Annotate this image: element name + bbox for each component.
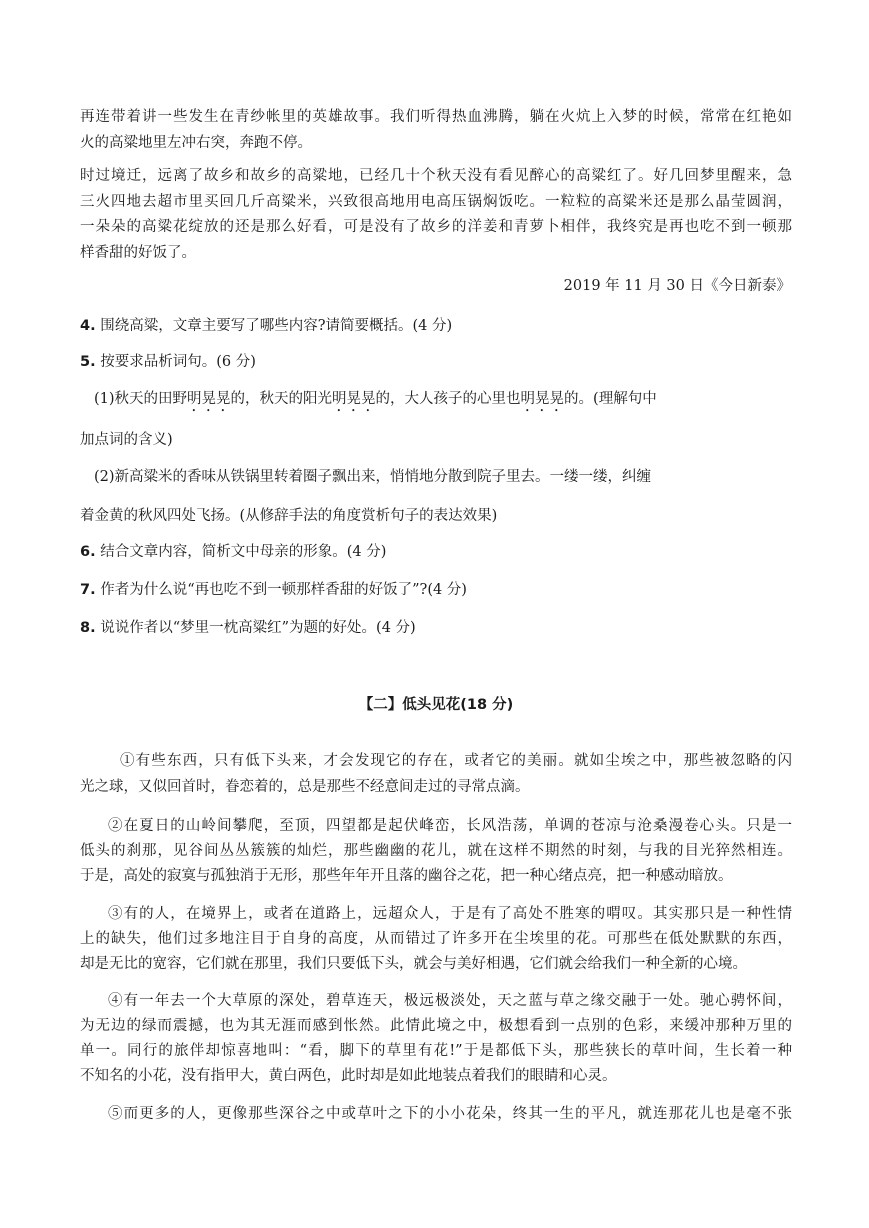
s2-para4-line2: 为无边的绿而震撼，也为其无涯而感到怅然。此情此境之中，极想看到一点别的色彩，来缓冲那种万里的 [80, 1018, 792, 1034]
s2-para1-line1: ①有些东西，只有低下头来，才会发现它的存在，或者它的美丽。就如尘埃之中，那些被忽略的闪 [120, 753, 792, 769]
question-4-number: 4. [80, 318, 96, 334]
s2-para4-line4: 不知名的小花，没有指甲大，黄白两色，此时却是如此地装点着我们的眼睛和心灵。 [80, 1068, 617, 1084]
q5-1-part-d: 的。(理解句中 [564, 391, 657, 407]
question-5-2-line2: 着金黄的秋风四处飞扬。(从修辞手法的角度赏析句子的表达效果) [80, 508, 498, 524]
q5-1-part-b: 的，秋天的阳光 [230, 391, 333, 407]
q5-1-dotted-word-3: 明晃晃 [520, 391, 565, 407]
question-5-number: 5. [80, 354, 96, 370]
question-5-text: 按要求品析词句。(6 分) [100, 354, 256, 370]
section-2-title: 【二】低头见花(18 分) [358, 697, 514, 713]
question-7-text: 作者为什么说“再也吃不到一顿那样香甜的好饭了”?(4 分) [100, 582, 467, 598]
s2-para3-line1: ③有的人，在境界上，或者在道路上，远超众人，于是有了高处不胜寒的喟叹。其实那只是一种性情 [108, 906, 792, 922]
question-8 [80, 618, 792, 639]
question-5-1-line1 [94, 389, 792, 415]
question-8-number: 8. [80, 620, 96, 636]
question-6-number: 6. [80, 544, 96, 560]
question-7-number: 7. [80, 582, 96, 598]
s2-para1-line2: 光之球，又似回首时，眷恋着的，总是那些不经意间走过的寻常点滴。 [80, 779, 530, 795]
q5-1-part-a: (1)秋天的田野 [94, 391, 188, 407]
question-7 [80, 580, 792, 601]
question-5-2-line1: (2)新高粱米的香味从铁锅里转着圈子飘出来，悄悄地分散到院子里去。一缕一缕，纠缠 [94, 469, 652, 485]
question-5 [80, 352, 792, 373]
passage1-p2-line2: 三火四地去超市里买回几斤高粱米，兴致很高地用电高压锅焖饭吃。一粒粒的高粱米还是那么晶莹圆润， [80, 194, 792, 210]
s2-para4-line3: 单一。同行的旅伴却惊喜地叫：“看，脚下的草里有花!”于是都低下头，那些狭长的草叶间，生长着一种 [80, 1043, 792, 1059]
passage1-p2-line1: 时过境迁，远离了故乡和故乡的高粱地，已经几十个秋天没有看见醉心的高粱红了。好几回梦里醒来，急 [80, 168, 792, 184]
passage1-p2-line4: 样香甜的好饭了。 [80, 245, 196, 261]
s2-para5-line1: ⑤而更多的人，更像那些深谷之中或草叶之下的小小花朵，终其一生的平凡，就连那花儿也是毫不张 [108, 1106, 792, 1122]
question-6 [80, 542, 792, 563]
s2-para3-line3: 却是无比的宽容，它们就在那里，我们只要低下头，就会与美好相遇，它们就会给我们一种全新的心境。 [80, 956, 747, 972]
question-6-text: 结合文章内容，简析文中母亲的形象。(4 分) [100, 544, 387, 560]
question-4-text: 围绕高粱，文章主要写了哪些内容?请简要概括。(4 分) [100, 318, 453, 334]
s2-para2-line1: ②在夏日的山岭间攀爬，至顶，四望都是起伏峰峦，长风浩荡，单调的苍凉与沧桑漫卷心头。只是一 [108, 818, 792, 834]
s2-para3-line2: 上的缺失，他们过多地注目于自身的高度，从而错过了许多开在尘埃里的花。可那些在低处默默的东西， [80, 931, 792, 947]
question-5-1-line2: 加点词的含义) [80, 432, 173, 448]
q5-1-dotted-word-2: 明晃晃 [332, 391, 376, 407]
s2-para4-line1: ④有一年去一个大草原的深处，碧草连天，极远极淡处，天之蓝与草之缘交融于一处。驰心骋怀间， [108, 993, 792, 1009]
question-8-text: 说说作者以“梦里一枕高粱红”为题的好处。(4 分) [100, 620, 416, 636]
q5-1-part-c: 的，大人孩子的心里也 [375, 391, 521, 407]
source-citation: 2019 年 11 月 30 日《今日新泰》 [563, 278, 791, 294]
passage1-p2-line3: 一朵朵的高粱花绽放的还是那么好看，可是没有了故乡的洋姜和青萝卜相伴，我终究是再也吃不到一顿那 [80, 219, 792, 235]
s2-para2-line3: 于是，高处的寂寞与孤独消于无形，那些年年开且落的幽谷之花，把一种心绪点亮，把一种感动暗放。 [80, 868, 733, 884]
passage1-p1-line1: 再连带着讲一些发生在青纱帐里的英雄故事。我们听得热血沸腾，躺在火炕上入梦的时候，常常在红艳如 [80, 109, 792, 125]
question-4 [80, 316, 792, 337]
passage1-p1-line2: 火的高粱地里左冲右突，奔跑不停。 [80, 135, 312, 151]
q5-1-dotted-word-1: 明晃晃 [187, 391, 231, 407]
s2-para2-line2: 低头的刹那，见谷间丛丛簇簇的灿烂，那些幽幽的花儿，就在这样不期然的时刻，与我的目光猝然相连。 [80, 843, 792, 859]
